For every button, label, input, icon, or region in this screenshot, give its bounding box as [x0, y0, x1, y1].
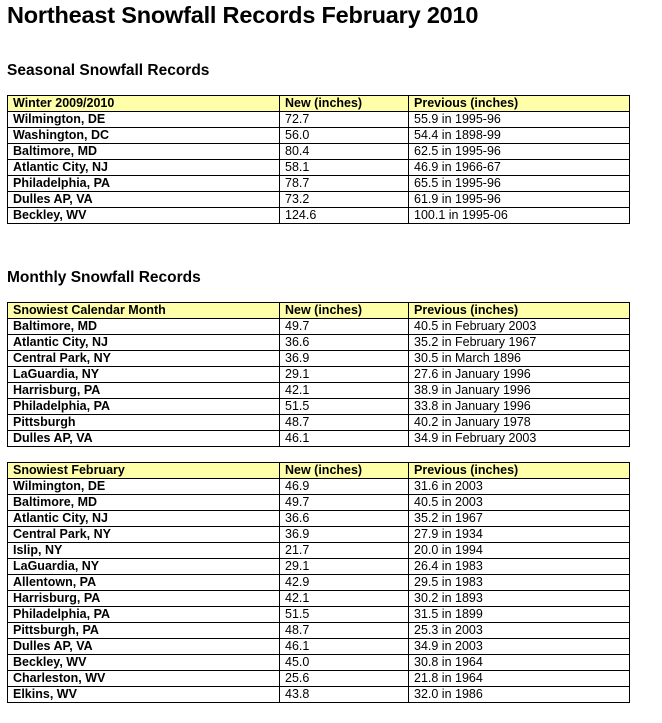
station-cell: Beckley, WV [8, 655, 280, 671]
column-header-february: Snowiest February [8, 463, 280, 479]
column-header-previous: Previous (inches) [409, 303, 630, 319]
previous-record-cell: 46.9 in 1966-67 [409, 160, 630, 176]
new-value-cell: 42.1 [280, 591, 409, 607]
seasonal-records-table [7, 95, 630, 224]
new-value-cell: 46.1 [280, 639, 409, 655]
previous-record-cell: 100.1 in 1995-06 [409, 208, 630, 224]
new-value-cell: 29.1 [280, 367, 409, 383]
page-title: Northeast Snowfall Records February 2010 [7, 2, 479, 28]
station-cell: Atlantic City, NJ [8, 511, 280, 527]
previous-record-cell: 61.9 in 1995-96 [409, 192, 630, 208]
table-row [8, 623, 630, 639]
previous-record-cell: 30.5 in March 1896 [409, 351, 630, 367]
table-row [8, 319, 630, 335]
table-row [8, 399, 630, 415]
seasonal-heading: Seasonal Snowfall Records [7, 62, 210, 79]
new-value-cell: 49.7 [280, 319, 409, 335]
table-row [8, 543, 630, 559]
station-cell: Islip, NY [8, 543, 280, 559]
new-value-cell: 25.6 [280, 671, 409, 687]
table-row [8, 591, 630, 607]
previous-record-cell: 31.5 in 1899 [409, 607, 630, 623]
station-cell: Baltimore, MD [8, 495, 280, 511]
previous-record-cell: 20.0 in 1994 [409, 543, 630, 559]
new-value-cell: 124.6 [280, 208, 409, 224]
column-header-new: New (inches) [280, 303, 409, 319]
previous-record-cell: 40.5 in February 2003 [409, 319, 630, 335]
new-value-cell: 72.7 [280, 112, 409, 128]
previous-record-cell: 29.5 in 1983 [409, 575, 630, 591]
new-value-cell: 56.0 [280, 128, 409, 144]
table-row [8, 383, 630, 399]
previous-record-cell: 62.5 in 1995-96 [409, 144, 630, 160]
station-cell: Beckley, WV [8, 208, 280, 224]
table-row [8, 367, 630, 383]
previous-record-cell: 38.9 in January 1996 [409, 383, 630, 399]
station-cell: Wilmington, DE [8, 479, 280, 495]
table-row [8, 639, 630, 655]
station-cell: Dulles AP, VA [8, 639, 280, 655]
table-row [8, 192, 630, 208]
table-row [8, 495, 630, 511]
new-value-cell: 36.9 [280, 527, 409, 543]
station-cell: Central Park, NY [8, 527, 280, 543]
table-row [8, 415, 630, 431]
station-cell: Philadelphia, PA [8, 607, 280, 623]
new-value-cell: 51.5 [280, 399, 409, 415]
new-value-cell: 51.5 [280, 607, 409, 623]
table-header-row [8, 96, 630, 112]
previous-record-cell: 34.9 in February 2003 [409, 431, 630, 447]
previous-record-cell: 40.5 in 2003 [409, 495, 630, 511]
new-value-cell: 48.7 [280, 623, 409, 639]
previous-record-cell: 35.2 in 1967 [409, 511, 630, 527]
table-row [8, 431, 630, 447]
column-header-new: New (inches) [280, 463, 409, 479]
station-cell: Atlantic City, NJ [8, 160, 280, 176]
table-row [8, 112, 630, 128]
table-row [8, 511, 630, 527]
previous-record-cell: 26.4 in 1983 [409, 559, 630, 575]
new-value-cell: 46.1 [280, 431, 409, 447]
previous-record-cell: 30.8 in 1964 [409, 655, 630, 671]
station-cell: Allentown, PA [8, 575, 280, 591]
station-cell: LaGuardia, NY [8, 367, 280, 383]
table-row [8, 176, 630, 192]
column-header-winter: Winter 2009/2010 [8, 96, 280, 112]
column-header-calendar-month: Snowiest Calendar Month [8, 303, 280, 319]
station-cell: Pittsburgh [8, 415, 280, 431]
table-row [8, 527, 630, 543]
calendar-month-records-table [7, 302, 630, 447]
column-header-previous: Previous (inches) [409, 96, 630, 112]
february-records-table [7, 462, 630, 703]
new-value-cell: 21.7 [280, 543, 409, 559]
table-row [8, 479, 630, 495]
table-row [8, 607, 630, 623]
new-value-cell: 49.7 [280, 495, 409, 511]
station-cell: Philadelphia, PA [8, 176, 280, 192]
table-row [8, 208, 630, 224]
column-header-new: New (inches) [280, 96, 409, 112]
station-cell: Washington, DC [8, 128, 280, 144]
station-cell: Philadelphia, PA [8, 399, 280, 415]
new-value-cell: 73.2 [280, 192, 409, 208]
previous-record-cell: 27.6 in January 1996 [409, 367, 630, 383]
new-value-cell: 48.7 [280, 415, 409, 431]
new-value-cell: 42.1 [280, 383, 409, 399]
new-value-cell: 80.4 [280, 144, 409, 160]
previous-record-cell: 55.9 in 1995-96 [409, 112, 630, 128]
table-row [8, 687, 630, 703]
new-value-cell: 43.8 [280, 687, 409, 703]
new-value-cell: 42.9 [280, 575, 409, 591]
table-row [8, 671, 630, 687]
previous-record-cell: 27.9 in 1934 [409, 527, 630, 543]
new-value-cell: 36.6 [280, 511, 409, 527]
table-header-row [8, 463, 630, 479]
previous-record-cell: 35.2 in February 1967 [409, 335, 630, 351]
table-row [8, 559, 630, 575]
table-row [8, 575, 630, 591]
table-row [8, 128, 630, 144]
station-cell: Harrisburg, PA [8, 383, 280, 399]
station-cell: Pittsburgh, PA [8, 623, 280, 639]
station-cell: Baltimore, MD [8, 144, 280, 160]
table-header-row [8, 303, 630, 319]
previous-record-cell: 40.2 in January 1978 [409, 415, 630, 431]
monthly-heading: Monthly Snowfall Records [7, 269, 201, 286]
table-row [8, 144, 630, 160]
previous-record-cell: 30.2 in 1893 [409, 591, 630, 607]
table-row [8, 335, 630, 351]
station-cell: Dulles AP, VA [8, 431, 280, 447]
previous-record-cell: 21.8 in 1964 [409, 671, 630, 687]
new-value-cell: 36.9 [280, 351, 409, 367]
table-row [8, 351, 630, 367]
table-row [8, 160, 630, 176]
table-row [8, 655, 630, 671]
previous-record-cell: 54.4 in 1898-99 [409, 128, 630, 144]
previous-record-cell: 32.0 in 1986 [409, 687, 630, 703]
new-value-cell: 78.7 [280, 176, 409, 192]
station-cell: Wilmington, DE [8, 112, 280, 128]
station-cell: Dulles AP, VA [8, 192, 280, 208]
previous-record-cell: 65.5 in 1995-96 [409, 176, 630, 192]
station-cell: LaGuardia, NY [8, 559, 280, 575]
new-value-cell: 36.6 [280, 335, 409, 351]
new-value-cell: 58.1 [280, 160, 409, 176]
previous-record-cell: 34.9 in 2003 [409, 639, 630, 655]
previous-record-cell: 31.6 in 2003 [409, 479, 630, 495]
station-cell: Atlantic City, NJ [8, 335, 280, 351]
station-cell: Baltimore, MD [8, 319, 280, 335]
new-value-cell: 29.1 [280, 559, 409, 575]
column-header-previous: Previous (inches) [409, 463, 630, 479]
new-value-cell: 45.0 [280, 655, 409, 671]
station-cell: Central Park, NY [8, 351, 280, 367]
station-cell: Charleston, WV [8, 671, 280, 687]
previous-record-cell: 33.8 in January 1996 [409, 399, 630, 415]
station-cell: Elkins, WV [8, 687, 280, 703]
new-value-cell: 46.9 [280, 479, 409, 495]
station-cell: Harrisburg, PA [8, 591, 280, 607]
previous-record-cell: 25.3 in 2003 [409, 623, 630, 639]
